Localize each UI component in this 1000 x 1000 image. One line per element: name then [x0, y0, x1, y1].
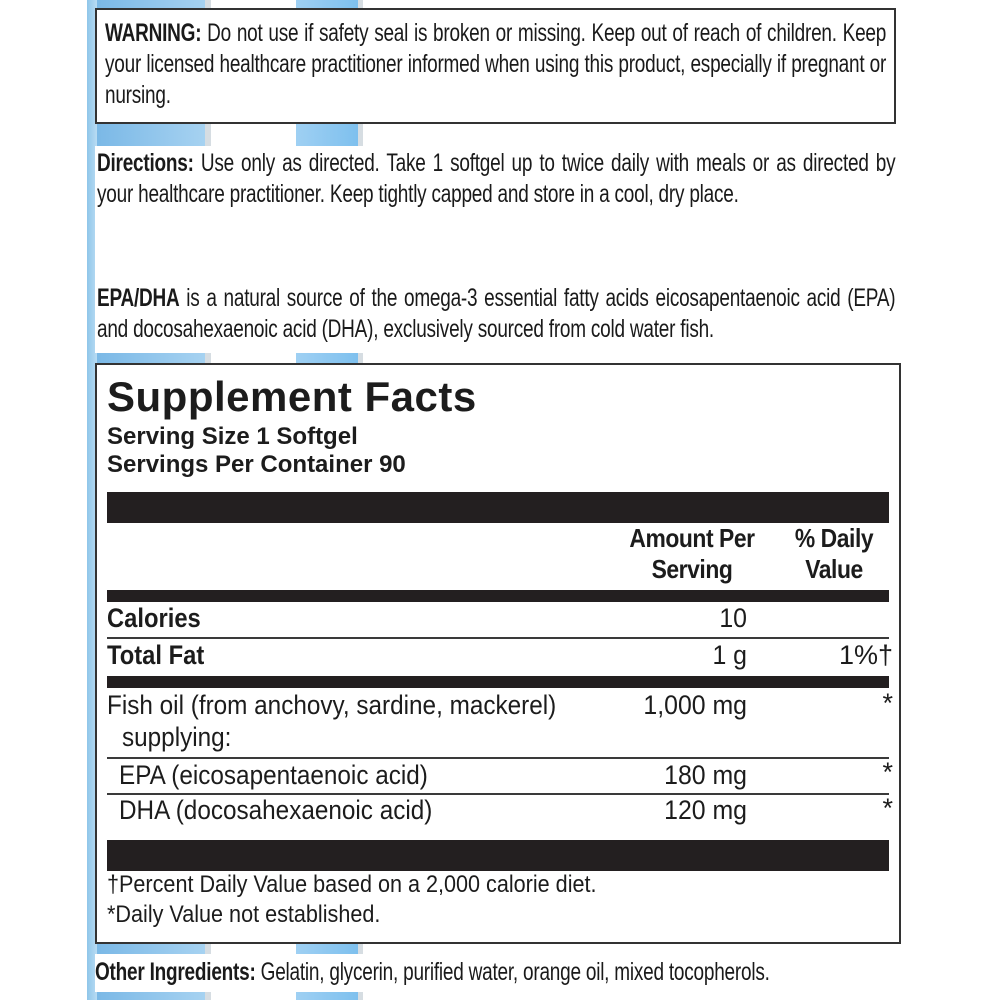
row-dha-dv: * — [882, 793, 893, 823]
supplement-facts-title: Supplement Facts — [107, 373, 477, 420]
footnote-daily-value: †Percent Daily Value based on a 2,000 calorie diet. — [107, 871, 597, 898]
header-divider-bar — [107, 590, 889, 602]
description-label: EPA/DHA — [97, 284, 180, 312]
directions-paragraph — [97, 148, 902, 210]
dv-header-line1: % Daily — [794, 523, 874, 553]
row-fish-oil-dv: * — [882, 688, 893, 718]
other-ingredients-label: Other Ingredients: — [95, 958, 256, 986]
bottom-divider-bar — [107, 840, 889, 871]
row-divider — [107, 637, 889, 639]
row-dha-amount: 120 mg — [664, 795, 747, 825]
amount-header-line2: Serving — [651, 554, 733, 584]
row-fish-oil-amount: 1,000 mg — [643, 690, 747, 720]
description-paragraph — [97, 283, 902, 345]
warning-paragraph — [105, 18, 886, 111]
row-fish-oil-sublabel: supplying: — [122, 722, 232, 752]
description-section — [95, 283, 902, 353]
row-fish-oil-label: Fish oil (from anchovy, sardine, mackerel) — [107, 690, 557, 720]
row-calories-amount: 10 — [719, 603, 747, 633]
other-ingredients-text: Gelatin, glycerin, purified water, orange oil, mixed tocopherols. — [260, 958, 770, 986]
description-text: is a natural source of the omega-3 essential fatty acids eicosapentaenoic acid (EPA) and docosahexaenoic acid (DHA), exclusively sourced from cold water fish. — [97, 284, 896, 343]
directions-label: Directions: — [97, 149, 194, 177]
warning-text: Do not use if safety seal is broken or missing. Keep out of reach of children. Keep your licensed healthcare practitioner informed when using this product, especially if pregnant or nursing. — [105, 19, 887, 109]
other-ingredients-section — [95, 954, 900, 992]
dv-header-line2: Value — [805, 554, 863, 584]
row-divider — [107, 757, 889, 759]
row-dha-label: DHA (docosahexaenoic acid) — [119, 795, 433, 825]
thick-divider-bar — [107, 492, 889, 523]
daily-value-header — [775, 523, 893, 585]
supplement-facts-panel — [95, 363, 901, 944]
amount-per-serving-header — [607, 523, 777, 585]
section-divider-bar — [107, 676, 889, 688]
directions-text: Use only as directed. Take 1 softgel up to twice daily with meals or as directed by your healthcare practitioner. Keep tightly capped and store in a cool, dry place. — [97, 149, 896, 208]
amount-header-line1: Amount Per — [629, 523, 755, 553]
directions-section — [95, 148, 902, 248]
row-total-fat-dv: 1%† — [838, 640, 893, 670]
row-epa-dv: * — [882, 757, 893, 787]
top-gap — [95, 0, 900, 8]
servings-per-container: Servings Per Container 90 — [107, 451, 406, 478]
row-total-fat-amount: 1 g — [712, 640, 747, 670]
row-epa-label: EPA (eicosapentaenoic acid) — [119, 760, 428, 790]
other-ingredients-line — [95, 954, 900, 990]
warning-label: WARNING: — [105, 19, 202, 47]
warning-box — [95, 8, 896, 124]
row-total-fat-label: Total Fat — [107, 640, 205, 670]
footnote-not-established: *Daily Value not established. — [107, 901, 381, 928]
row-calories-label: Calories — [107, 603, 201, 633]
serving-size: Serving Size 1 Softgel — [107, 423, 358, 450]
row-epa-amount: 180 mg — [664, 760, 747, 790]
